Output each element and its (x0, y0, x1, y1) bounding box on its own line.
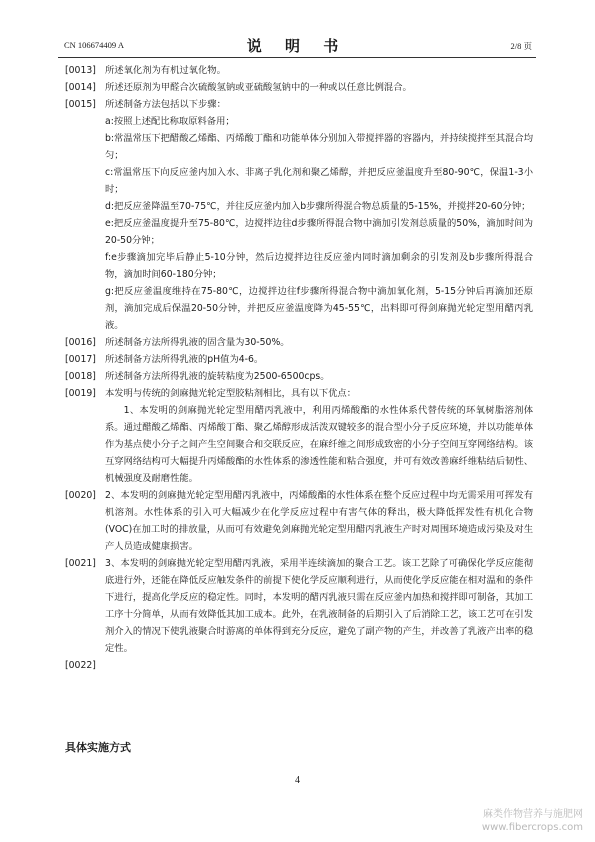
advantage-1: 1、本发明的剑麻抛光轮定型用醋丙乳液中，利用丙烯酸酯的水性体系代替传统的环氧树脂溶剂体系。通过醋酸乙烯酯、丙烯酸丁酯、聚乙烯醇形成活泼双键较多的混合型小分子反应环境，并以功能单体作为基点使小分子之间产生空间聚合和交联反应，在麻纤维之间形成致密的小分子空间互穿网络结构。该互穿网络结构可大幅提升丙烯酸酯的水性体系的渗透性能和粘合强度，并可有效改善麻纤维粘结后韧性、机械强度及耐磨性能。 (105, 405, 533, 484)
step-f: f:e步骤滴加完毕后静止5-10分钟，然后边搅拌边往反应釜内同时滴加剩余的引发剂及b步骤所得混合物，滴加时间60-180分钟； (105, 252, 533, 280)
paragraph-text: 所述制备方法所得乳液的固含量为30-50%。 (105, 337, 290, 348)
paragraph-text: 3、本发明的剑麻抛光轮定型用醋丙乳液，采用半连续滴加的聚合工艺。该工艺除了可确保化学反应能彻底进行外，还能在降低反应触发条件的前提下使化学反应顺利进行，从而使化学反应能在相对温和的条件下进行，提高化学反应的稳定性。同时，本发明的醋丙乳液只需在反应釜内加热和搅拌即可制备，其加工工序十分简单，从而有效降低其加工成本。此外，在乳液制备的后期引入了后消除工艺，该工艺可在引发剂介入的情况下使乳液聚合时游离的单体得到充分反应，避免了副产物的产生，并改善了乳液产出率的稳定性。 (105, 558, 533, 654)
paragraph-text: 所述氧化剂为有机过氧化物。 (105, 65, 226, 76)
paragraph-0014 (65, 79, 533, 96)
watermark-title: 麻类作物营养与施肥网 (483, 809, 583, 820)
paragraph-0015 (65, 96, 533, 113)
paragraph-number: [0022] (65, 660, 96, 671)
step-c: c:常温常压下向反应釜内加入水、非离子乳化剂和聚乙烯醇，并把反应釜温度升至80-90℃，保温1-3小时； (105, 167, 533, 195)
page-number: 4 (295, 775, 300, 786)
paragraph-text (65, 657, 533, 674)
paragraph-number: [0019] (65, 388, 96, 399)
paragraph-number: [0020] (65, 490, 96, 501)
paragraph-text: 所述制备方法所得乳液的pH值为4-6。 (105, 354, 264, 365)
step-e: e:把反应釜温度提升至75-80℃，边搅拌边往d步骤所得混合物中滴加引发剂总质量的50%，滴加时间为20-50分钟； (105, 218, 533, 246)
paragraph-text: 2、本发明的剑麻抛光轮定型用醋丙乳液中，丙烯酸酯的水性体系在整个反应过程中均无需采用可挥发有机溶剂。水性体系的引入可大幅减少在化学反应过程中有害气体的释出，极大降低挥发性有机化合物(VOC)在加工时的排放量，从而可有效避免剑麻抛光轮定型用醋丙乳液生产时对周围环境造成污染及对生产人员造成健康损害。 (105, 490, 533, 552)
step-g: g:把反应釜温度维持在75-80℃，边搅拌边往f步骤所得混合物中滴加氧化剂，5-15分钟后再滴加还原剂，滴加完成后保温20-50分钟，并把反应釜温度降为45-55℃，出料即可得剑麻抛光轮定型用醋丙乳液。 (105, 286, 533, 331)
paragraph-number: [0021] (65, 558, 96, 569)
paragraph-text: 本发明与传统的剑麻抛光轮定型胶粘剂相比，具有以下优点： (105, 388, 357, 399)
step-d: d:把反应釜降温至70-75℃，并往反应釜内加入b步骤所得混合物总质量的5-15%，并搅拌20-60分钟； (105, 201, 531, 212)
paragraph-number: [0016] (65, 337, 96, 348)
section-heading: 具体实施方式 (65, 741, 131, 754)
paragraph-0020 (65, 487, 533, 555)
paragraph-0017 (65, 351, 533, 368)
watermark-url: www.fibercrops.com (481, 822, 583, 833)
paragraph-number: [0014] (65, 82, 96, 93)
paragraph-text: 所述还原剂为甲醛合次硫酸氢钠或亚硫酸氢钠中的一种或以任意比例混合。 (105, 82, 412, 93)
header-rule (58, 57, 536, 58)
page-indicator: 2/8 页 (510, 41, 532, 51)
document-title: 说 明 书 (246, 37, 348, 55)
watermark (482, 808, 583, 834)
paragraph-0018 (65, 368, 533, 385)
paragraph-0019 (65, 385, 533, 402)
document-body (65, 62, 533, 674)
paragraph-number: [0013] (65, 65, 96, 76)
paragraph-number: [0017] (65, 354, 96, 365)
paragraph-number: [0015] (65, 99, 96, 110)
paragraph-text: 所述制备方法包括以下步骤： (105, 99, 226, 110)
page-header (58, 34, 536, 56)
step-b: b:常温常压下把醋酸乙烯酯、丙烯酸丁酯和功能单体分别加入带搅拌器的容器内，并持续搅拌至其混合均匀； (105, 133, 533, 161)
paragraph-number: [0018] (65, 371, 96, 382)
paragraph-text: 所述制备方法所得乳液的旋转粘度为2500-6500cps。 (105, 371, 330, 382)
paragraph-0022 (65, 657, 533, 674)
patent-number: CN 106674409 A (64, 40, 124, 50)
paragraph-0021 (65, 555, 533, 657)
paragraph-0016 (65, 334, 533, 351)
paragraph-0013 (65, 62, 533, 79)
step-a: a:按照上述配比称取原料备用； (105, 116, 235, 127)
